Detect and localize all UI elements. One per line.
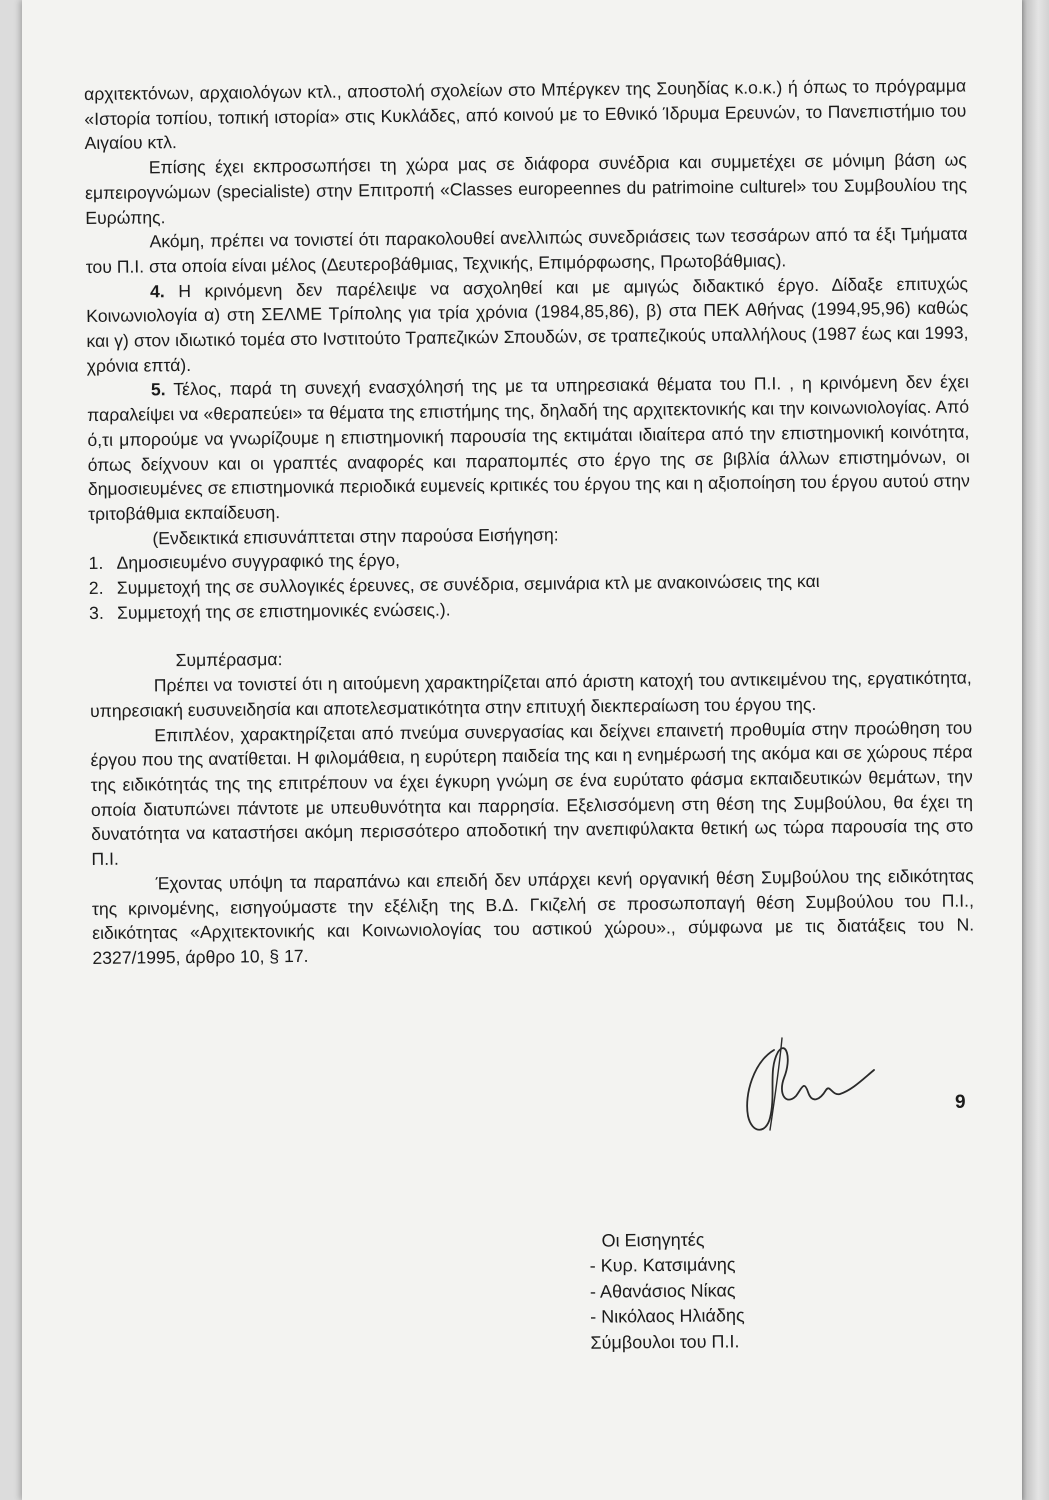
point-5-number: 5. — [150, 379, 166, 400]
point-4-text: Η κρινόμενη δεν παρέλειψε να ασχοληθεί και με αμιγώς διδακτικό έργο. Δίδαξε επιτυχώς Κοινωνιολογία α) στη ΣΕΛΜΕ Τρίπολης για τρία χρόνια (1984,85,86), β) στα ΠΕΚ Αθήνας (1994,95,96) καθώς και γ) στον ιδιωτικό τομέα στο Ινστιτούτο Τραπεζικών Σπουδών, σε τραπεζικούς υπαλλήλους (1987 έως και 1993, χρόνια επτά). — [86, 273, 969, 376]
signatories-role: Σύμβουλοι του Π.Ι. — [590, 1330, 740, 1353]
signatory-name: - Νικόλαος Ηλιάδης — [590, 1305, 745, 1327]
conclusion-heading: Συμπέρασμα: — [175, 649, 283, 671]
document-page — [22, 0, 1022, 1500]
attachments-list — [89, 543, 972, 626]
paragraph-continuation: αρχιτεκτόνων, αρχαιολόγων κτλ., αποστολή σχολείων στο Μπέργκεν της Σουηδίας κ.ο.κ.) ή όπως το πρόγραμμα «Ιστορία τοπίου, τοπική ιστορία» στις Κυκλάδες, από κοινού με το Εθνικό Ίδρυμα Ερευνών, το Πανεπιστήμιο του Αιγαίου κτλ. — [84, 75, 967, 154]
paragraph-attendance: Ακόμη, πρέπει να τονιστεί ότι παρακολουθεί ανελλιπώς συνεδριάσεις των τεσσάρων από τα έξι Τμήματα του Π.Ι. στα οποία είναι μέλος (Δευτεροβάθμιας, Τεχνικής, Επιμόρφωσης, Πρωτοβάθμιας). — [85, 223, 968, 277]
point-4-number: 4. — [149, 280, 165, 302]
list-item-number: 2. — [88, 577, 104, 599]
list-item-text: Συμμετοχή της σε συλλογικές έρευνες, σε συνέδρια, σεμινάρια κτλ με ανακοινώσεις της και — [116, 571, 820, 598]
point-5 — [87, 370, 970, 527]
list-item-number: 1. — [88, 553, 104, 574]
signatories-block — [589, 1227, 745, 1356]
point-4 — [86, 271, 969, 378]
conclusion-paragraph: Έχοντας υπόψη τα παραπάνω και επειδή δεν υπάρχει κενή οργανική θέση Συμβούλου της ειδικότητας της κρινομένης, εισηγούμαστε την εξέλιξη της Β.Δ. Γκιζελή σε προσωποπαγή θέση Συμβούλου του Π.Ι., ειδικότητας «Αρχιτεκτονικής και Κοινωνιολογίας του αστικού χώρου»., σύμφωνα με τις διατάξεις του Ν. 2327/1995, άρθρο 10, § 17. — [91, 865, 975, 968]
page-edge-shadow — [1022, 0, 1049, 1500]
paragraph-representation: Επίσης έχει εκπροσωπήσει τη χώρα μας σε διάφορα συνέδρια και συμμετέχει σε μόνιμη βάση ως εμπειρογνώμων (specialiste) στην Επιτροπή «Classes europeennes du patrimoine culturel» του Συμβουλίου της Ευρώπης. — [84, 149, 968, 228]
point-5-text: Τέλος, παρά τη συνεχή ενασχόλησή της με τα υπηρεσιακά θέματα του Π.Ι. , η κρινόμενη δεν έχει παραλείψει να «θεραπεύει» τα θέματα της επιστήμης της, δηλαδή της αρχιτεκτονικής και την κοινωνιολογίας. Από ό,τι μπορούμε να γνωρίζουμε η επιστημονική παρουσία της εκτιμάται ιδιαίτερα από την επιστημονική κοινότητα, όπως δείχνουν και οι γραπτές αναφορές και παραπομπές στο έργο της σε βιβλία άλλων επιστημόνων, οι δημοσιευμένες σε επιστημονικά περιοδικά ευμενείς κριτικές του έργου της και η αξιοποίηση του έργου αυτού στην τριτοβάθμια εκπαίδευση. — [87, 371, 970, 524]
list-item-number: 3. — [88, 602, 104, 623]
document-body — [84, 74, 974, 971]
page-number: 9 — [955, 1092, 966, 1113]
conclusion-paragraph: Πρέπει να τονιστεί ότι η αιτούμενη χαρακτηρίζεται από άριστη κατοχή του αντικειμένου της, εργατικότητα, υπηρεσιακή ευσυνειδησία και αποτελεσματικότητα στην επιτυχή διεκπεραίωση του έργου της. — [89, 667, 972, 721]
handwritten-signature — [730, 1030, 890, 1140]
signatory-name: - Κυρ. Κατσιμάνης — [589, 1254, 736, 1277]
conclusion-paragraph: Επιπλέον, χαρακτηρίζεται από πνεύμα συνεργασίας και δείχνει επαινετή προθυμία στην προώθηση του έργου που της ανατίθεται. Η φιλομάθεια, η ευρύτερη παιδεία της και η ενημέρωσή της ακόμα και σε χώρους πέρα της ειδικότητάς της της επιτρέπουν να έχει έγκυρη γνώμη σε ένα ευρύτατο φάσμα εκπαιδευτικών θεμάτων, την οποία διατυπώνει πάντοτε με υπευθυνότητα και παρρησία. Εξελισσόμενη στη θέση της Συμβούλου, θα έχει τη δυνατότητα να καταστήσει ακόμη περισσότερο αποδοτική την ανεπιφύλακτα θετική ως τώρα παρουσία της στο Π.Ι. — [90, 717, 974, 870]
list-item-text: Συμμετοχή της σε επιστημονικές ενώσεις.). — [116, 599, 451, 623]
signatories-title: Οι Εισηγητές — [601, 1229, 705, 1251]
attachments-intro: (Ενδεικτικά επισυνάπτεται στην παρούσα Εισήγηση: — [152, 524, 559, 549]
list-item-text: Δημοσιευμένο συγγραφικό της έργο, — [116, 550, 401, 574]
signatory-name: - Αθανάσιος Νίκας — [589, 1280, 736, 1302]
